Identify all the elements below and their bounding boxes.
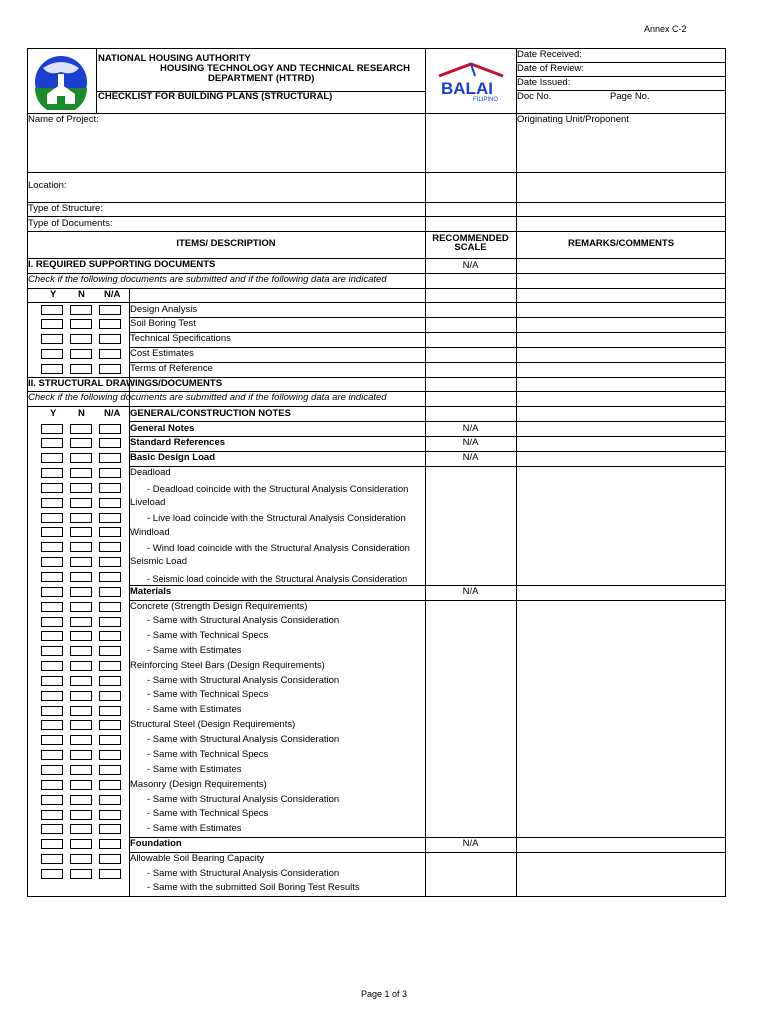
checkbox-yes-row-20[interactable]: [41, 631, 63, 641]
checkbox-na-row-21[interactable]: [99, 646, 121, 656]
checkbox-na-row-27[interactable]: [99, 735, 121, 745]
checkbox-yes-row-21[interactable]: [41, 646, 63, 656]
no-column-header: N: [78, 289, 85, 300]
name-of-project-label: Name of Project:: [28, 114, 99, 125]
rebar-same-specs: - Same with Technical Specs: [147, 689, 269, 700]
checklist-form: [27, 48, 726, 897]
checkbox-na-row-9[interactable]: [99, 468, 121, 478]
section1-scale: N/A: [462, 260, 479, 271]
checkbox-no-row-27[interactable]: [70, 735, 92, 745]
item-materials: Materials: [130, 586, 172, 597]
checkbox-no-row-36[interactable]: [70, 869, 92, 879]
na-column-header: N/A: [104, 289, 121, 300]
checkbox-na-row-6[interactable]: [99, 424, 121, 434]
rebar-same-analysis: - Same with Structural Analysis Consideration: [147, 675, 340, 686]
masonry-same-specs: - Same with Technical Specs: [147, 808, 269, 819]
checkbox-no-row-11[interactable]: [70, 498, 92, 508]
soil-same-analysis: - Same with Structural Analysis Consideration: [147, 868, 340, 879]
checkbox-na-row-30[interactable]: [99, 780, 121, 790]
checkbox-yes-row-30[interactable]: [41, 780, 63, 790]
annex-label: Annex C-2: [644, 24, 687, 34]
checkbox-no-row-23[interactable]: [70, 676, 92, 686]
checkbox-no-row-22[interactable]: [70, 661, 92, 671]
checkbox-na-row-22[interactable]: [99, 661, 121, 671]
checkbox-no-row-28[interactable]: [70, 750, 92, 760]
checkbox-no-row-30[interactable]: [70, 780, 92, 790]
checkbox-no-row-1[interactable]: [70, 305, 92, 315]
checkbox-yes-row-19[interactable]: [41, 617, 63, 627]
location-label: Location:: [28, 180, 67, 191]
doc-no-label: Doc No.: [517, 91, 552, 102]
checkbox-yes-row-12[interactable]: [41, 513, 63, 523]
rebar-same-estimates: - Same with Estimates: [147, 704, 242, 715]
checkbox-no-row-2[interactable]: [70, 319, 92, 329]
checkbox-na-row-8[interactable]: [99, 453, 121, 463]
remarks-column-header: REMARKS/COMMENTS: [567, 238, 675, 249]
checkbox-na-row-4[interactable]: [99, 349, 121, 359]
item-seismic-load-sub: - Seismic load coincide with the Structural Analysis Consideration: [147, 574, 408, 584]
checkbox-na-row-7[interactable]: [99, 438, 121, 448]
checkbox-no-row-15[interactable]: [70, 557, 92, 567]
item-deadload-sub: - Deadload coincide with the Structural Analysis Consideration: [147, 484, 409, 495]
checkbox-na-row-16[interactable]: [99, 572, 121, 582]
checkbox-yes-row-24[interactable]: [41, 691, 63, 701]
checkbox-na-row-25[interactable]: [99, 706, 121, 716]
checkbox-no-row-29[interactable]: [70, 765, 92, 775]
section2-instruction: Check if the following documents are submitted and if the following data are indicated: [28, 392, 387, 403]
foundation-scale: N/A: [462, 838, 479, 849]
checkbox-na-row-24[interactable]: [99, 691, 121, 701]
checkbox-na-row-33[interactable]: [99, 824, 121, 834]
checkbox-yes-row-27[interactable]: [41, 735, 63, 745]
checkbox-yes-row-3[interactable]: [41, 334, 63, 344]
checkbox-no-row-31[interactable]: [70, 795, 92, 805]
section1-title: I. REQUIRED SUPPORTING DOCUMENTS: [28, 259, 216, 270]
checkbox-no-row-18[interactable]: [70, 602, 92, 612]
checkbox-yes-row-28[interactable]: [41, 750, 63, 760]
item-technical-specifications: Technical Specifications: [130, 333, 231, 344]
checkbox-na-row-10[interactable]: [99, 483, 121, 493]
type-of-documents-label: Type of Documents:: [28, 218, 113, 229]
checkbox-yes-row-14[interactable]: [41, 542, 63, 552]
checkbox-na-row-18[interactable]: [99, 602, 121, 612]
checkbox-yes-row-1[interactable]: [41, 305, 63, 315]
date-issued-label: Date Issued:: [517, 77, 571, 88]
balai-subtext: FILIPINO: [473, 97, 499, 102]
checkbox-no-row-24[interactable]: [70, 691, 92, 701]
item-liveload: Liveload: [130, 497, 166, 508]
no-column-header-2: N: [78, 408, 85, 419]
item-foundation: Foundation: [130, 838, 182, 849]
page-footer: Page 1 of 3: [360, 989, 408, 999]
checkbox-no-row-20[interactable]: [70, 631, 92, 641]
checkbox-no-row-19[interactable]: [70, 617, 92, 627]
item-liveload-sub: - Live load coincide with the Structural Analysis Consideration: [147, 513, 406, 524]
checkbox-na-row-11[interactable]: [99, 498, 121, 508]
checkbox-no-row-17[interactable]: [70, 587, 92, 597]
checkbox-na-row-1[interactable]: [99, 305, 121, 315]
item-design-analysis: Design Analysis: [130, 304, 198, 315]
steel-same-analysis: - Same with Structural Analysis Consideration: [147, 734, 340, 745]
item-basic-design-load: Basic Design Load: [130, 452, 215, 463]
checkbox-no-row-3[interactable]: [70, 334, 92, 344]
item-reinforcing-steel: Reinforcing Steel Bars (Design Requirements): [130, 660, 325, 671]
checkbox-na-row-5[interactable]: [99, 364, 121, 374]
steel-same-estimates: - Same with Estimates: [147, 764, 242, 775]
date-received-label: Date Received:: [517, 49, 582, 60]
checkbox-yes-row-2[interactable]: [41, 319, 63, 329]
checkbox-yes-row-32[interactable]: [41, 810, 63, 820]
checkbox-no-row-6[interactable]: [70, 424, 92, 434]
checkbox-no-row-10[interactable]: [70, 483, 92, 493]
na-column-header-2: N/A: [104, 408, 121, 419]
checkbox-yes-row-6[interactable]: [41, 424, 63, 434]
org-name: NATIONAL HOUSING AUTHORITY: [98, 53, 251, 64]
item-terms-of-reference: Terms of Reference: [130, 363, 213, 374]
checkbox-na-row-17[interactable]: [99, 587, 121, 597]
item-soil-boring-test: Soil Boring Test: [130, 318, 196, 329]
checkbox-yes-row-26[interactable]: [41, 720, 63, 730]
checkbox-na-row-26[interactable]: [99, 720, 121, 730]
concrete-same-estimates: - Same with Estimates: [147, 645, 242, 656]
item-windload-sub: - Wind load coincide with the Structural Analysis Consideration: [147, 543, 410, 554]
concrete-same-specs: - Same with Technical Specs: [147, 630, 269, 641]
checkbox-yes-row-16[interactable]: [41, 572, 63, 582]
checkbox-na-row-29[interactable]: [99, 765, 121, 775]
checkbox-na-row-12[interactable]: [99, 513, 121, 523]
scale-column-header-line2: SCALE: [454, 242, 487, 253]
checkbox-yes-row-23[interactable]: [41, 676, 63, 686]
nha-logo-icon: [33, 54, 89, 115]
checkbox-no-row-13[interactable]: [70, 527, 92, 537]
checkbox-na-row-34[interactable]: [99, 839, 121, 849]
yes-column-header-2: Y: [50, 408, 57, 419]
general-notes-scale: N/A: [462, 423, 479, 434]
checkbox-yes-row-25[interactable]: [41, 706, 63, 716]
checkbox-no-row-12[interactable]: [70, 513, 92, 523]
checkbox-yes-row-18[interactable]: [41, 602, 63, 612]
item-soil-bearing-capacity: Allowable Soil Bearing Capacity: [130, 853, 265, 864]
item-deadload: Deadload: [130, 467, 171, 478]
item-standard-references: Standard References: [130, 437, 226, 448]
checkbox-no-row-4[interactable]: [70, 349, 92, 359]
materials-scale: N/A: [462, 586, 479, 597]
balai-text: BALAI: [441, 79, 493, 98]
checkbox-na-row-15[interactable]: [99, 557, 121, 567]
dept-name-line2: DEPARTMENT (HTTRD): [208, 73, 315, 84]
dept-name-line1: HOUSING TECHNOLOGY AND TECHNICAL RESEARCH: [160, 63, 411, 74]
checkbox-yes-row-5[interactable]: [41, 364, 63, 374]
checkbox-yes-row-31[interactable]: [41, 795, 63, 805]
standard-references-scale: N/A: [462, 437, 479, 448]
scale-column-header-line1: RECOMMENDED: [432, 233, 509, 244]
soil-same-boring-results: - Same with the submitted Soil Boring Test Results: [147, 882, 360, 893]
checkbox-na-row-28[interactable]: [99, 750, 121, 760]
checkbox-na-row-3[interactable]: [99, 334, 121, 344]
notes-header: GENERAL/CONSTRUCTION NOTES: [130, 408, 291, 419]
checkbox-yes-row-22[interactable]: [41, 661, 63, 671]
checkbox-na-row-2[interactable]: [99, 319, 121, 329]
checkbox-yes-row-13[interactable]: [41, 527, 63, 537]
checkbox-yes-row-35[interactable]: [41, 854, 63, 864]
section2-title: II. STRUCTURAL DRAWINGS/DOCUMENTS: [28, 378, 223, 389]
yes-column-header: Y: [50, 289, 57, 300]
item-seismic-load: Seismic Load: [130, 556, 188, 567]
checkbox-no-row-9[interactable]: [70, 468, 92, 478]
checkbox-na-row-31[interactable]: [99, 795, 121, 805]
item-structural-steel: Structural Steel (Design Requirements): [130, 719, 296, 730]
masonry-same-analysis: - Same with Structural Analysis Consideration: [147, 794, 340, 805]
balai-filipino-logo-icon: [435, 62, 507, 107]
item-masonry: Masonry (Design Requirements): [130, 779, 267, 790]
checkbox-no-row-33[interactable]: [70, 824, 92, 834]
item-general-notes: General Notes: [130, 423, 195, 434]
masonry-same-estimates: - Same with Estimates: [147, 823, 242, 834]
checkbox-no-row-8[interactable]: [70, 453, 92, 463]
checkbox-yes-row-29[interactable]: [41, 765, 63, 775]
checkbox-yes-row-8[interactable]: [41, 453, 63, 463]
checkbox-na-row-23[interactable]: [99, 676, 121, 686]
checkbox-yes-row-4[interactable]: [41, 349, 63, 359]
checkbox-na-row-14[interactable]: [99, 542, 121, 552]
date-review-label: Date of Review:: [517, 63, 585, 74]
checkbox-no-row-16[interactable]: [70, 572, 92, 582]
concrete-same-analysis: - Same with Structural Analysis Consideration: [147, 615, 340, 626]
items-column-header: ITEMS/ DESCRIPTION: [176, 238, 276, 249]
checkbox-no-row-26[interactable]: [70, 720, 92, 730]
checkbox-yes-row-34[interactable]: [41, 839, 63, 849]
checkbox-yes-row-9[interactable]: [41, 468, 63, 478]
checkbox-no-row-7[interactable]: [70, 438, 92, 448]
section1-instruction: Check if the following documents are submitted and if the following data are indicated: [28, 274, 387, 285]
item-concrete: Concrete (Strength Design Requirements): [130, 601, 308, 612]
steel-same-specs: - Same with Technical Specs: [147, 749, 269, 760]
checkbox-yes-row-11[interactable]: [41, 498, 63, 508]
checkbox-yes-row-7[interactable]: [41, 438, 63, 448]
checkbox-na-row-19[interactable]: [99, 617, 121, 627]
checkbox-na-row-32[interactable]: [99, 810, 121, 820]
basic-design-load-scale: N/A: [462, 452, 479, 463]
checkbox-no-row-25[interactable]: [70, 706, 92, 716]
item-windload: Windload: [130, 527, 170, 538]
originating-unit-label: Originating Unit/Proponent: [517, 114, 629, 125]
item-cost-estimates: Cost Estimates: [130, 348, 194, 359]
checkbox-na-row-36[interactable]: [99, 869, 121, 879]
checkbox-no-row-34[interactable]: [70, 839, 92, 849]
checkbox-no-row-21[interactable]: [70, 646, 92, 656]
page-no-label: Page No.: [610, 91, 650, 102]
checkbox-na-row-20[interactable]: [99, 631, 121, 641]
checkbox-yes-row-36[interactable]: [41, 869, 63, 879]
checkbox-no-row-32[interactable]: [70, 810, 92, 820]
checkbox-yes-row-33[interactable]: [41, 824, 63, 834]
type-of-structure-label: Type of Structure:: [28, 203, 103, 214]
checklist-title: CHECKLIST FOR BUILDING PLANS (STRUCTURAL): [98, 91, 333, 102]
checkbox-yes-row-10[interactable]: [41, 483, 63, 493]
checkbox-no-row-5[interactable]: [70, 364, 92, 374]
checkbox-yes-row-17[interactable]: [41, 587, 63, 597]
checkbox-na-row-13[interactable]: [99, 527, 121, 537]
checkbox-no-row-35[interactable]: [70, 854, 92, 864]
checkbox-no-row-14[interactable]: [70, 542, 92, 552]
checkbox-yes-row-15[interactable]: [41, 557, 63, 567]
checkbox-na-row-35[interactable]: [99, 854, 121, 864]
